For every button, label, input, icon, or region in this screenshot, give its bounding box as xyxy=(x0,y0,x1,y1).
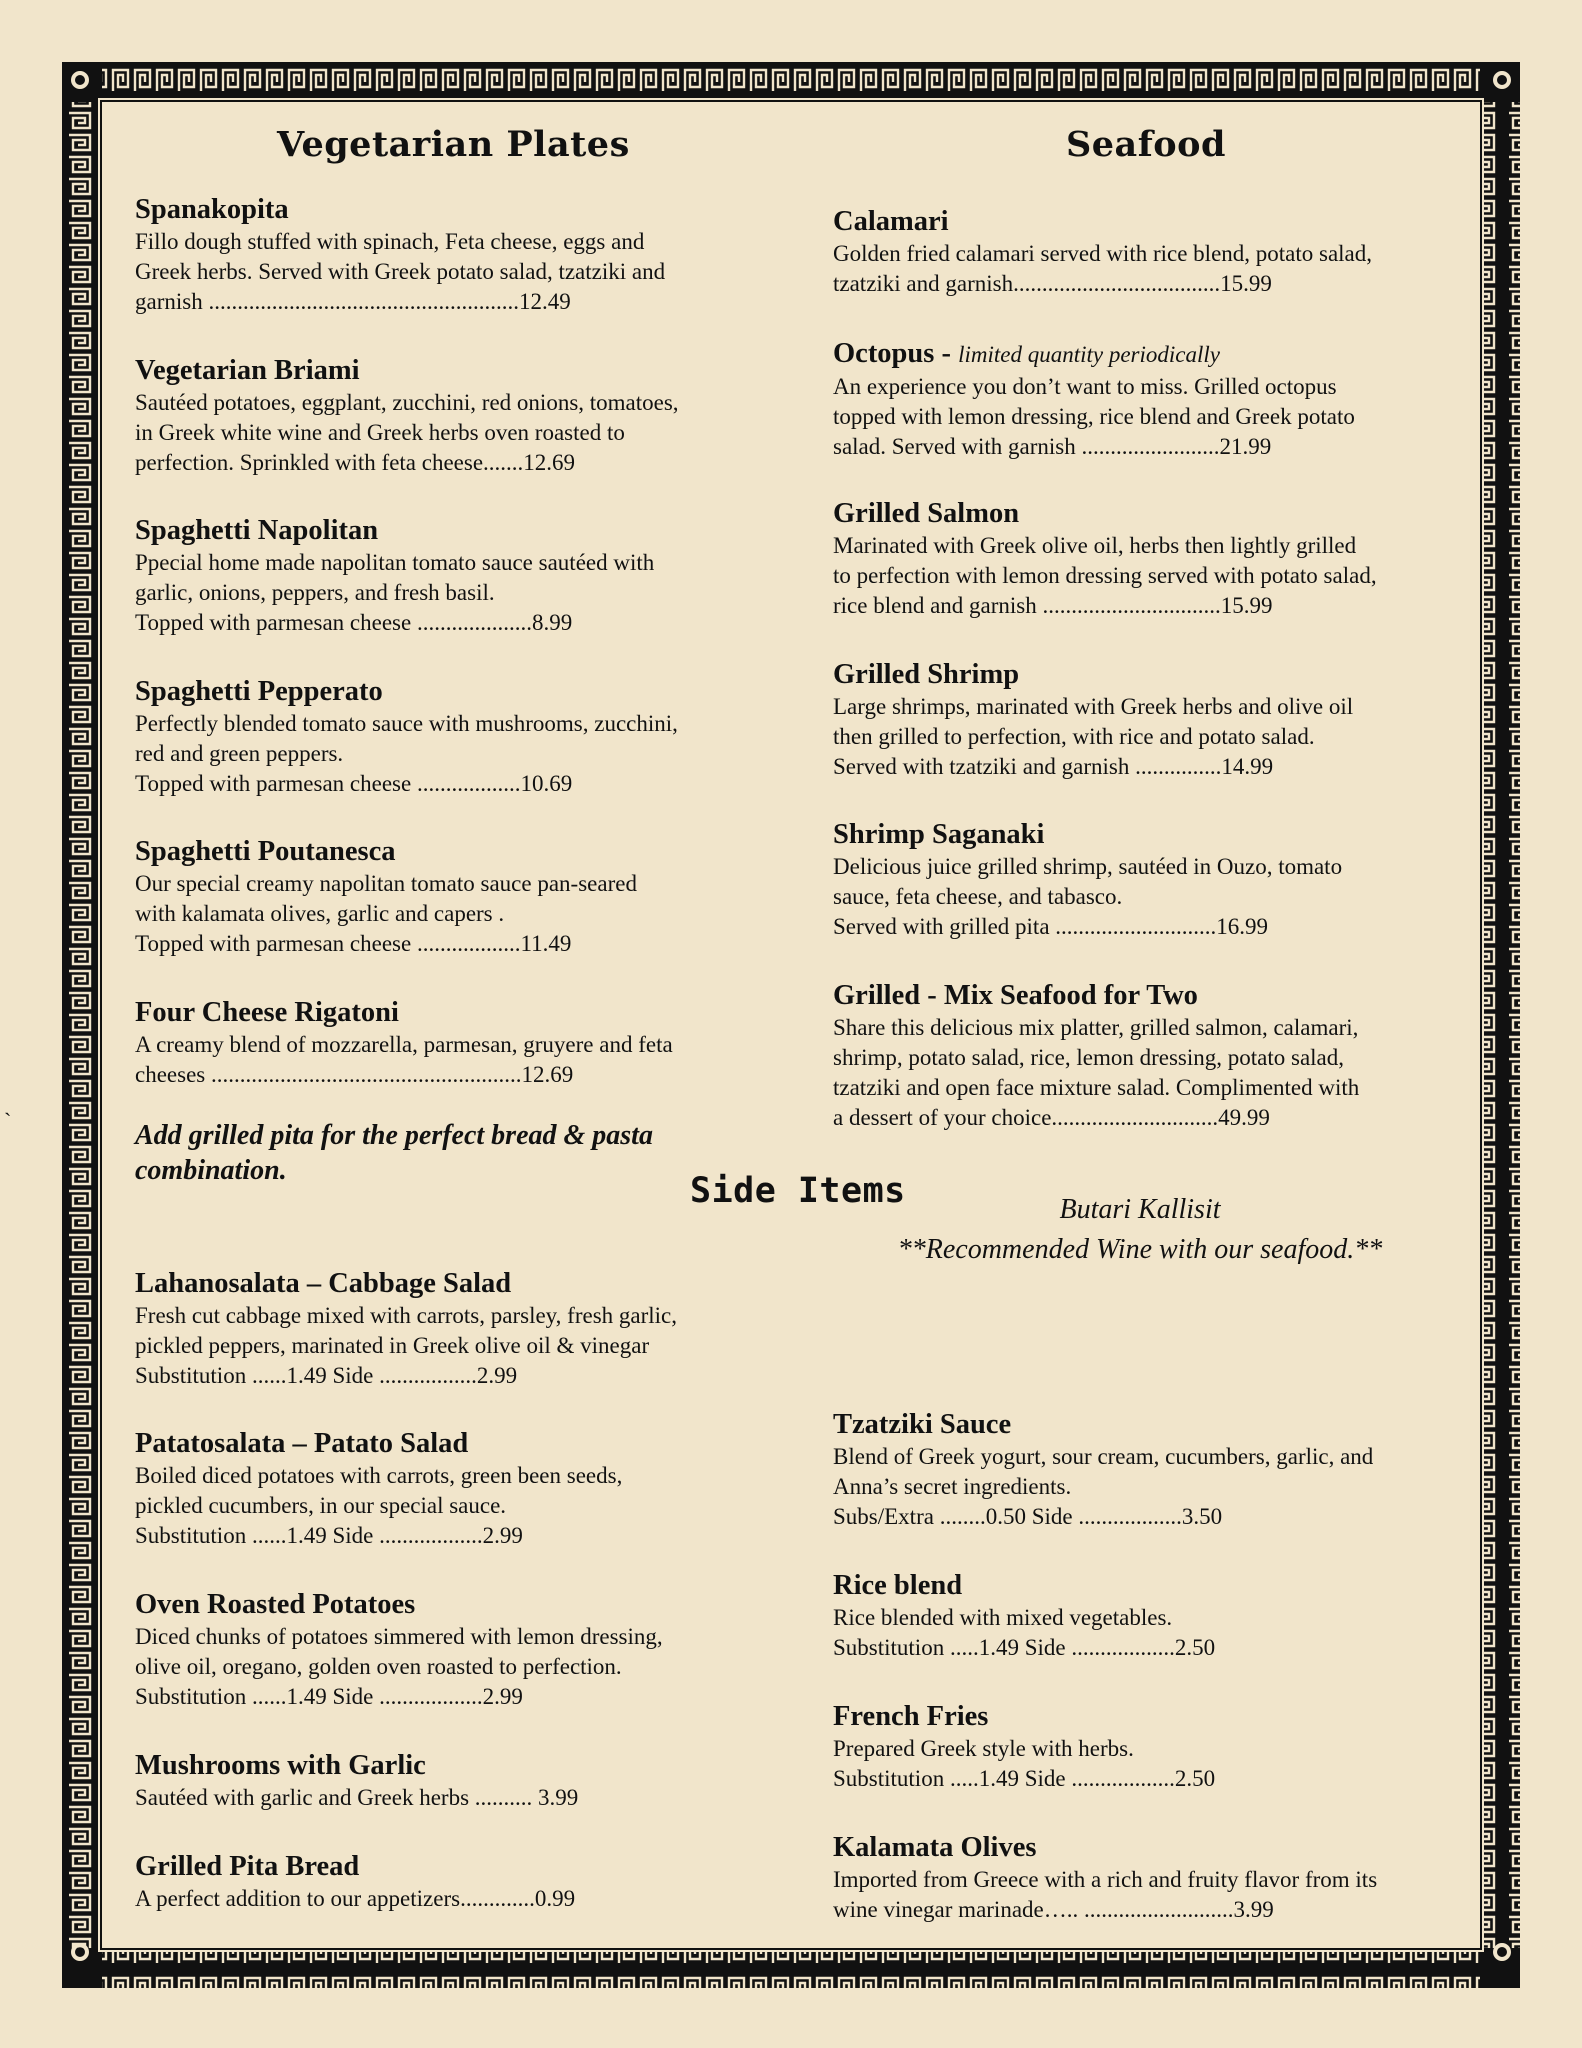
menu-item-oven-roasted-potatoes xyxy=(135,1588,663,1712)
item-desc-line: Marinated with Greek olive oil, herbs then lightly grilled xyxy=(833,533,1357,558)
item-desc-line: a dessert of your choice.............................49.99 xyxy=(833,1105,1270,1130)
item-name: Spanakopita xyxy=(135,194,289,225)
item-note: limited quantity periodically xyxy=(958,342,1220,367)
item-name: Lahanosalata – Cabbage Salad xyxy=(135,1268,512,1299)
addon-line: combination. xyxy=(135,1155,287,1186)
item-desc-line: Our special creamy napolitan tomato sauce pan-seared xyxy=(135,871,637,896)
item-desc-line: Served with grilled pita ............................16.99 xyxy=(833,914,1269,939)
wine-note: **Recommended Wine with our seafood.** xyxy=(897,1234,1383,1265)
menu-item-mix-seafood-for-two xyxy=(833,979,1359,1133)
item-desc-line: A creamy blend of mozzarella, parmesan, gruyere and feta xyxy=(135,1032,673,1057)
item-name: Oven Roasted Potatoes xyxy=(135,1589,416,1620)
item-name: Mushrooms with Garlic xyxy=(135,1750,426,1781)
item-desc-line: wine vinegar marinade….. ..........................3.99 xyxy=(833,1897,1274,1922)
item-desc-line: Large shrimps, marinated with Greek herbs and olive oil xyxy=(833,694,1354,719)
item-desc-line: Served with tzatziki and garnish ...............14.99 xyxy=(833,754,1274,779)
menu-item-kalamata-olives xyxy=(833,1831,1377,1925)
menu-item-calamari xyxy=(833,205,1372,299)
item-desc-line: tzatziki and garnish....................................15.99 xyxy=(833,271,1272,296)
corner-ornament-icon xyxy=(71,1943,89,1961)
item-desc-line: Substitution ......1.49 Side ..................2.99 xyxy=(135,1523,523,1548)
item-desc-line: Rice blended with mixed vegetables. xyxy=(833,1605,1173,1630)
stray-mark: ` xyxy=(4,1108,12,1133)
item-desc-line: Imported from Greece with a rich and fruity flavor from its xyxy=(833,1867,1378,1892)
wine-recommendation xyxy=(830,1190,1450,1270)
item-desc-line: Substitution .....1.49 Side ..................2.50 xyxy=(833,1766,1216,1791)
item-desc-line: Delicious juice grilled shrimp, sautéed in Ouzo, tomato xyxy=(833,854,1343,879)
item-name: French Fries xyxy=(833,1701,989,1732)
item-name: Spaghetti Pepperato xyxy=(135,676,383,707)
menu-item-four-cheese-rigatoni xyxy=(135,996,673,1090)
menu-item-spanakopita xyxy=(135,193,665,317)
item-desc-line: Ppecial home made napolitan tomato sauce sautéed with xyxy=(135,550,655,575)
item-name: Grilled Salmon xyxy=(833,498,1020,529)
item-desc-line: perfection. Sprinkled with feta cheese.......12.69 xyxy=(135,450,576,475)
menu-item-shrimp-saganaki xyxy=(833,818,1342,942)
item-name: Tzatziki Sauce xyxy=(833,1409,1012,1440)
item-desc-line: olive oil, oregano, golden oven roasted to perfection. xyxy=(135,1654,622,1679)
item-desc-line: Topped with parmesan cheese ....................8.99 xyxy=(135,610,573,635)
item-name: Shrimp Saganaki xyxy=(833,819,1045,850)
vegetarian-section-title: Vegetarian Plates xyxy=(277,124,630,165)
menu-item-grilled-salmon xyxy=(833,497,1377,621)
item-desc-line: tzatziki and open face mixture salad. Complimented with xyxy=(833,1075,1360,1100)
addon-line: Add grilled pita for the perfect bread & pasta xyxy=(135,1120,653,1151)
item-desc-line: garnish ......................................................12.49 xyxy=(135,289,571,314)
item-desc-line: Greek herbs. Served with Greek potato salad, tzatziki and xyxy=(135,259,666,284)
menu-item-potato-salad xyxy=(135,1427,622,1551)
menu-item-tzatziki-sauce xyxy=(833,1408,1373,1532)
item-desc-line: Topped with parmesan cheese ..................11.49 xyxy=(135,931,572,956)
item-name: Grilled Pita Bread xyxy=(135,1851,360,1882)
item-name: Grilled Shrimp xyxy=(833,659,1020,690)
item-name: Spaghetti Poutanesca xyxy=(135,836,396,867)
menu-item-french-fries xyxy=(833,1700,1215,1794)
item-desc-line: Sautéed with garlic and Greek herbs .......... 3.99 xyxy=(135,1785,579,1810)
item-desc-line: Diced chunks of potatoes simmered with lemon dressing, xyxy=(135,1624,663,1649)
menu-item-spaghetti-pepperato xyxy=(135,675,678,799)
item-desc-line: cheeses ......................................................12.69 xyxy=(135,1062,574,1087)
menu-item-cabbage-salad xyxy=(135,1267,677,1391)
item-desc-line: pickled peppers, marinated in Greek olive oil & vinegar xyxy=(135,1333,650,1358)
item-desc-line: salad. Served with garnish ........................21.99 xyxy=(833,434,1272,459)
item-desc-line: Share this delicious mix platter, grilled salmon, calamari, xyxy=(833,1015,1359,1040)
item-name: Vegetarian Briami xyxy=(135,355,360,386)
menu-item-grilled-pita-bread xyxy=(135,1850,575,1914)
item-name: Spaghetti Napolitan xyxy=(135,515,379,546)
item-desc-line: Subs/Extra ........0.50 Side ..................3.50 xyxy=(833,1504,1223,1529)
item-desc-line: An experience you don’t want to miss. Grilled octopus xyxy=(833,374,1337,399)
item-desc-line: garlic, onions, peppers, and fresh basil. xyxy=(135,580,495,605)
corner-ornament-icon xyxy=(71,71,89,89)
item-desc-line: Perfectly blended tomato sauce with mushrooms, zucchini, xyxy=(135,711,678,736)
item-desc-line: Substitution ......1.49 Side .................2.99 xyxy=(135,1363,518,1388)
menu-item-vegetarian-briami xyxy=(135,354,679,478)
menu-item-rice-blend xyxy=(833,1569,1215,1663)
wine-name: Butari Kallisit xyxy=(1059,1194,1221,1225)
item-desc-line: Topped with parmesan cheese ..................10.69 xyxy=(135,771,573,796)
item-name: Calamari xyxy=(833,206,949,237)
item-desc-line: sauce, feta cheese, and tabasco. xyxy=(833,884,1123,909)
item-desc-line: red and green peppers. xyxy=(135,741,344,766)
item-desc-line: Substitution .....1.49 Side ..................2.50 xyxy=(833,1635,1216,1660)
item-desc-line: Substitution ......1.49 Side ..................2.99 xyxy=(135,1684,523,1709)
side-items-section-title: Side Items xyxy=(690,1171,906,1211)
seafood-section-title: Seafood xyxy=(1066,124,1226,165)
item-desc-line: rice blend and garnish ...............................15.99 xyxy=(833,593,1273,618)
item-desc-line: Anna’s secret ingredients. xyxy=(833,1474,1072,1499)
item-name: Rice blend xyxy=(833,1570,963,1601)
item-desc-line: pickled cucumbers, in our special sauce. xyxy=(135,1493,507,1518)
item-desc-line: Sautéed potatoes, eggplant, zucchini, red onions, tomatoes, xyxy=(135,390,679,415)
item-name: Octopus - limited quantity periodically xyxy=(833,338,1220,369)
item-name: Patatosalata – Patato Salad xyxy=(135,1428,469,1459)
menu-item-octopus xyxy=(833,337,1355,462)
item-desc-line: Boiled diced potatoes with carrots, green been seeds, xyxy=(135,1463,623,1488)
item-desc-line: Fillo dough stuffed with spinach, Feta cheese, eggs and xyxy=(135,229,645,254)
corner-ornament-icon xyxy=(1493,1943,1511,1961)
item-desc-line: then grilled to perfection, with rice and potato salad. xyxy=(833,724,1315,749)
pita-addon-note xyxy=(135,1118,653,1188)
item-desc-line: Blend of Greek yogurt, sour cream, cucumbers, garlic, and xyxy=(833,1444,1374,1469)
item-name: Four Cheese Rigatoni xyxy=(135,997,399,1028)
item-name: Grilled - Mix Seafood for Two xyxy=(833,980,1198,1011)
item-desc-line: to perfection with lemon dressing served with potato salad, xyxy=(833,563,1377,588)
menu-item-grilled-shrimp xyxy=(833,658,1353,782)
item-desc-line: topped with lemon dressing, rice blend and Greek potato xyxy=(833,404,1355,429)
corner-ornament-icon xyxy=(1493,71,1511,89)
item-desc-line: Fresh cut cabbage mixed with carrots, parsley, fresh garlic, xyxy=(135,1303,678,1328)
menu-item-spaghetti-napolitan xyxy=(135,514,654,638)
item-desc-line: A perfect addition to our appetizers.............0.99 xyxy=(135,1886,576,1911)
item-desc-line: in Greek white wine and Greek herbs oven roasted to xyxy=(135,420,625,445)
menu-item-spaghetti-poutanesca xyxy=(135,835,637,959)
item-desc-line: shrimp, potato salad, rice, lemon dressing, potato salad, xyxy=(833,1045,1344,1070)
item-desc-line: with kalamata olives, garlic and capers . xyxy=(135,901,505,926)
item-desc-line: Prepared Greek style with herbs. xyxy=(833,1736,1134,1761)
item-name: Kalamata Olives xyxy=(833,1832,1037,1863)
item-desc-line: Golden fried calamari served with rice blend, potato salad, xyxy=(833,241,1373,266)
menu-item-mushrooms-with-garlic xyxy=(135,1749,578,1813)
